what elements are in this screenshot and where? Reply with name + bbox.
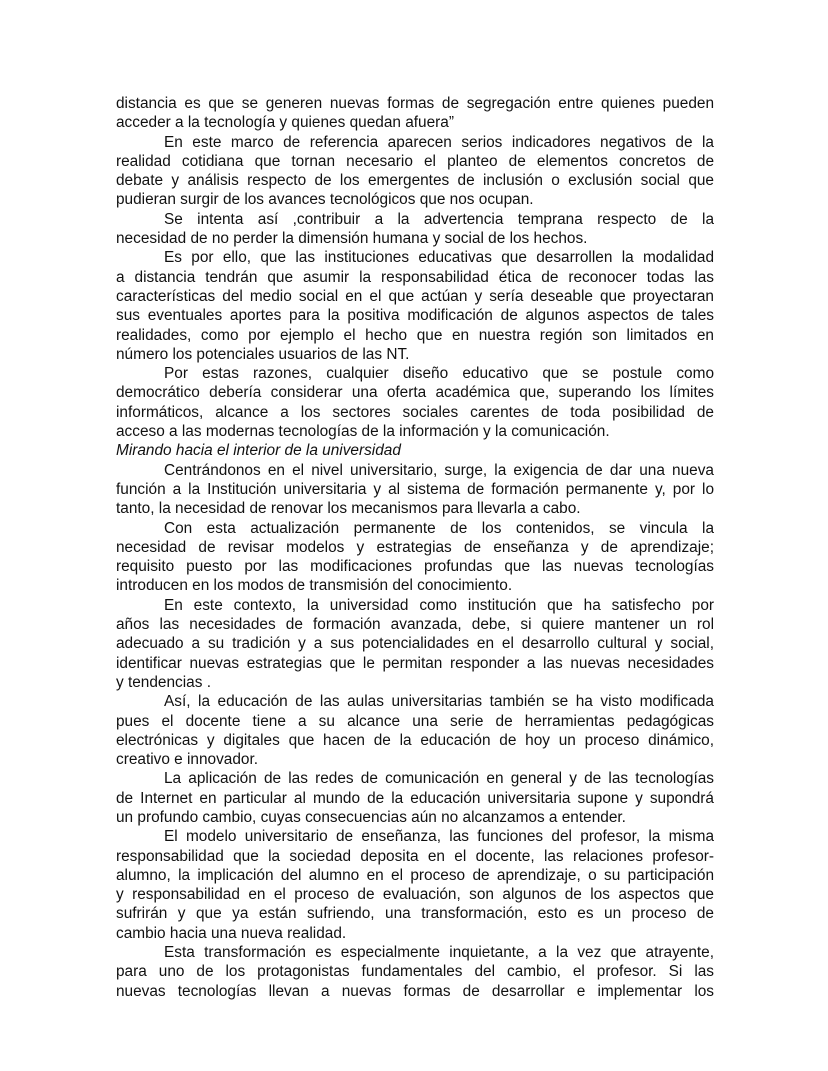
text-line: distancia es que se generen nuevas formas de segregación entre quienes pueden [116,95,714,112]
text-line: acceso a las modernas tecnologías de la información y la comunicación. [116,423,610,441]
text-line: acceder a la tecnología y quienes quedan afuera” [116,114,454,132]
text-line: realidades, como por ejemplo el hecho que en nuestra región son limitados en [116,326,714,344]
text-line: Es por ello, que las instituciones educativas que desarrollen la modalidad [164,249,714,267]
text-line: necesidad de no perder la dimensión humana y social de los hechos. [116,230,588,248]
text-line: La aplicación de las redes de comunicación en general y de las tecnologías [164,770,714,788]
text-line: años las necesidades de formación avanzada, debe, si quiere mantener un rol [116,616,714,634]
text-line: requisito puesto por las modificaciones profundas que las nuevas tecnologías [116,558,714,576]
text-line: Se intenta así ,contribuir a la advertencia temprana respecto de la [164,210,714,228]
text-line: y tendencias . [116,673,211,691]
text-line: a distancia tendrán que asumir la responsabilidad ética de reconocer todas las [116,268,714,286]
text-line: sus eventuales aportes para la positiva modificación de algunos aspectos de tales [116,307,714,325]
text-line: realidad cotidiana que tornan necesario el planteo de elementos concretos de [116,152,714,170]
text-line: En este marco de referencia aparecen serios indicadores negativos de la [164,133,714,151]
text-line: número los potenciales usuarios de las NT. [116,345,410,363]
text-line: función a la Institución universitaria y al sistema de formación permanente y, por lo [116,480,714,498]
section-heading: Mirando hacia el interior de la universidad [116,442,401,460]
text-line: pudieran surgir de los avances tecnológicos que nos ocupan. [116,191,534,209]
text-line: necesidad de revisar modelos y estrategias de enseñanza y de aprendizaje; [116,538,714,556]
text-line: informáticos, alcance a los sectores sociales carentes de toda posibilidad de [116,403,714,421]
text-line: para uno de los protagonistas fundamentales del cambio, el profesor. Si las [116,963,714,981]
text-line: democrático debería considerar una oferta académica que, superando los límites [116,384,714,402]
text-line: y responsabilidad en el proceso de evaluación, son algunos de los aspectos que [116,886,714,904]
text-line: responsabilidad que la sociedad deposita en el docente, las relaciones profesor- [116,847,714,865]
text-line: un profundo cambio, cuyas consecuencias aún no alcanzamos a entender. [116,808,626,826]
text-line: identificar nuevas estrategias que le permitan responder a las nuevas necesidades [116,654,714,672]
text-line: Así, la educación de las aulas universitarias también se ha visto modificada [164,693,714,711]
text-line: Por estas razones, cualquier diseño educativo que se postule como [164,365,714,383]
text-line: nuevas tecnologías llevan a nuevas formas de desarrollar e implementar los [116,982,714,1000]
text-line: introducen en los modos de transmisión del conocimiento. [116,577,513,595]
text-line: de Internet en particular al mundo de la educación universitaria supone y supondrá [116,789,714,807]
text-line: debate y análisis respecto de los emergentes de inclusión o exclusión social que [116,172,714,190]
text-line: características del medio social en el que actúan y sería deseable que proyectaran [116,287,714,305]
text-line: En este contexto, la universidad como institución que ha satisfecho por [164,596,714,614]
text-line: adecuado a su tradición y a sus potencialidades en el desarrollo cultural y social, [116,635,714,653]
text-line: Esta transformación es especialmente inquietante, a la vez que atrayente, [164,944,714,962]
text-line: tanto, la necesidad de renovar los mecanismos para llevarla a cabo. [116,500,581,518]
document-page [116,94,714,1001]
text-line: Centrándonos en el nivel universitario, surge, la exigencia de dar una nueva [164,461,714,479]
text-line: sufrirán y que ya están sufriendo, una transformación, esto es un proceso de [116,905,714,923]
text-line: electrónicas y digitales que hacen de la educación de hoy un proceso dinámico, [116,731,714,749]
text-line: cambio hacia una nueva realidad. [116,924,347,942]
text-line: El modelo universitario de enseñanza, las funciones del profesor, la misma [164,828,714,846]
text-line: Con esta actualización permanente de los contenidos, se vincula la [164,519,714,537]
text-line: creativo e innovador. [116,751,259,769]
text-line: alumno, la implicación del alumno en el proceso de aprendizaje, o su participación [116,866,714,884]
text-line: pues el docente tiene a su alcance una serie de herramientas pedagógicas [116,712,714,730]
